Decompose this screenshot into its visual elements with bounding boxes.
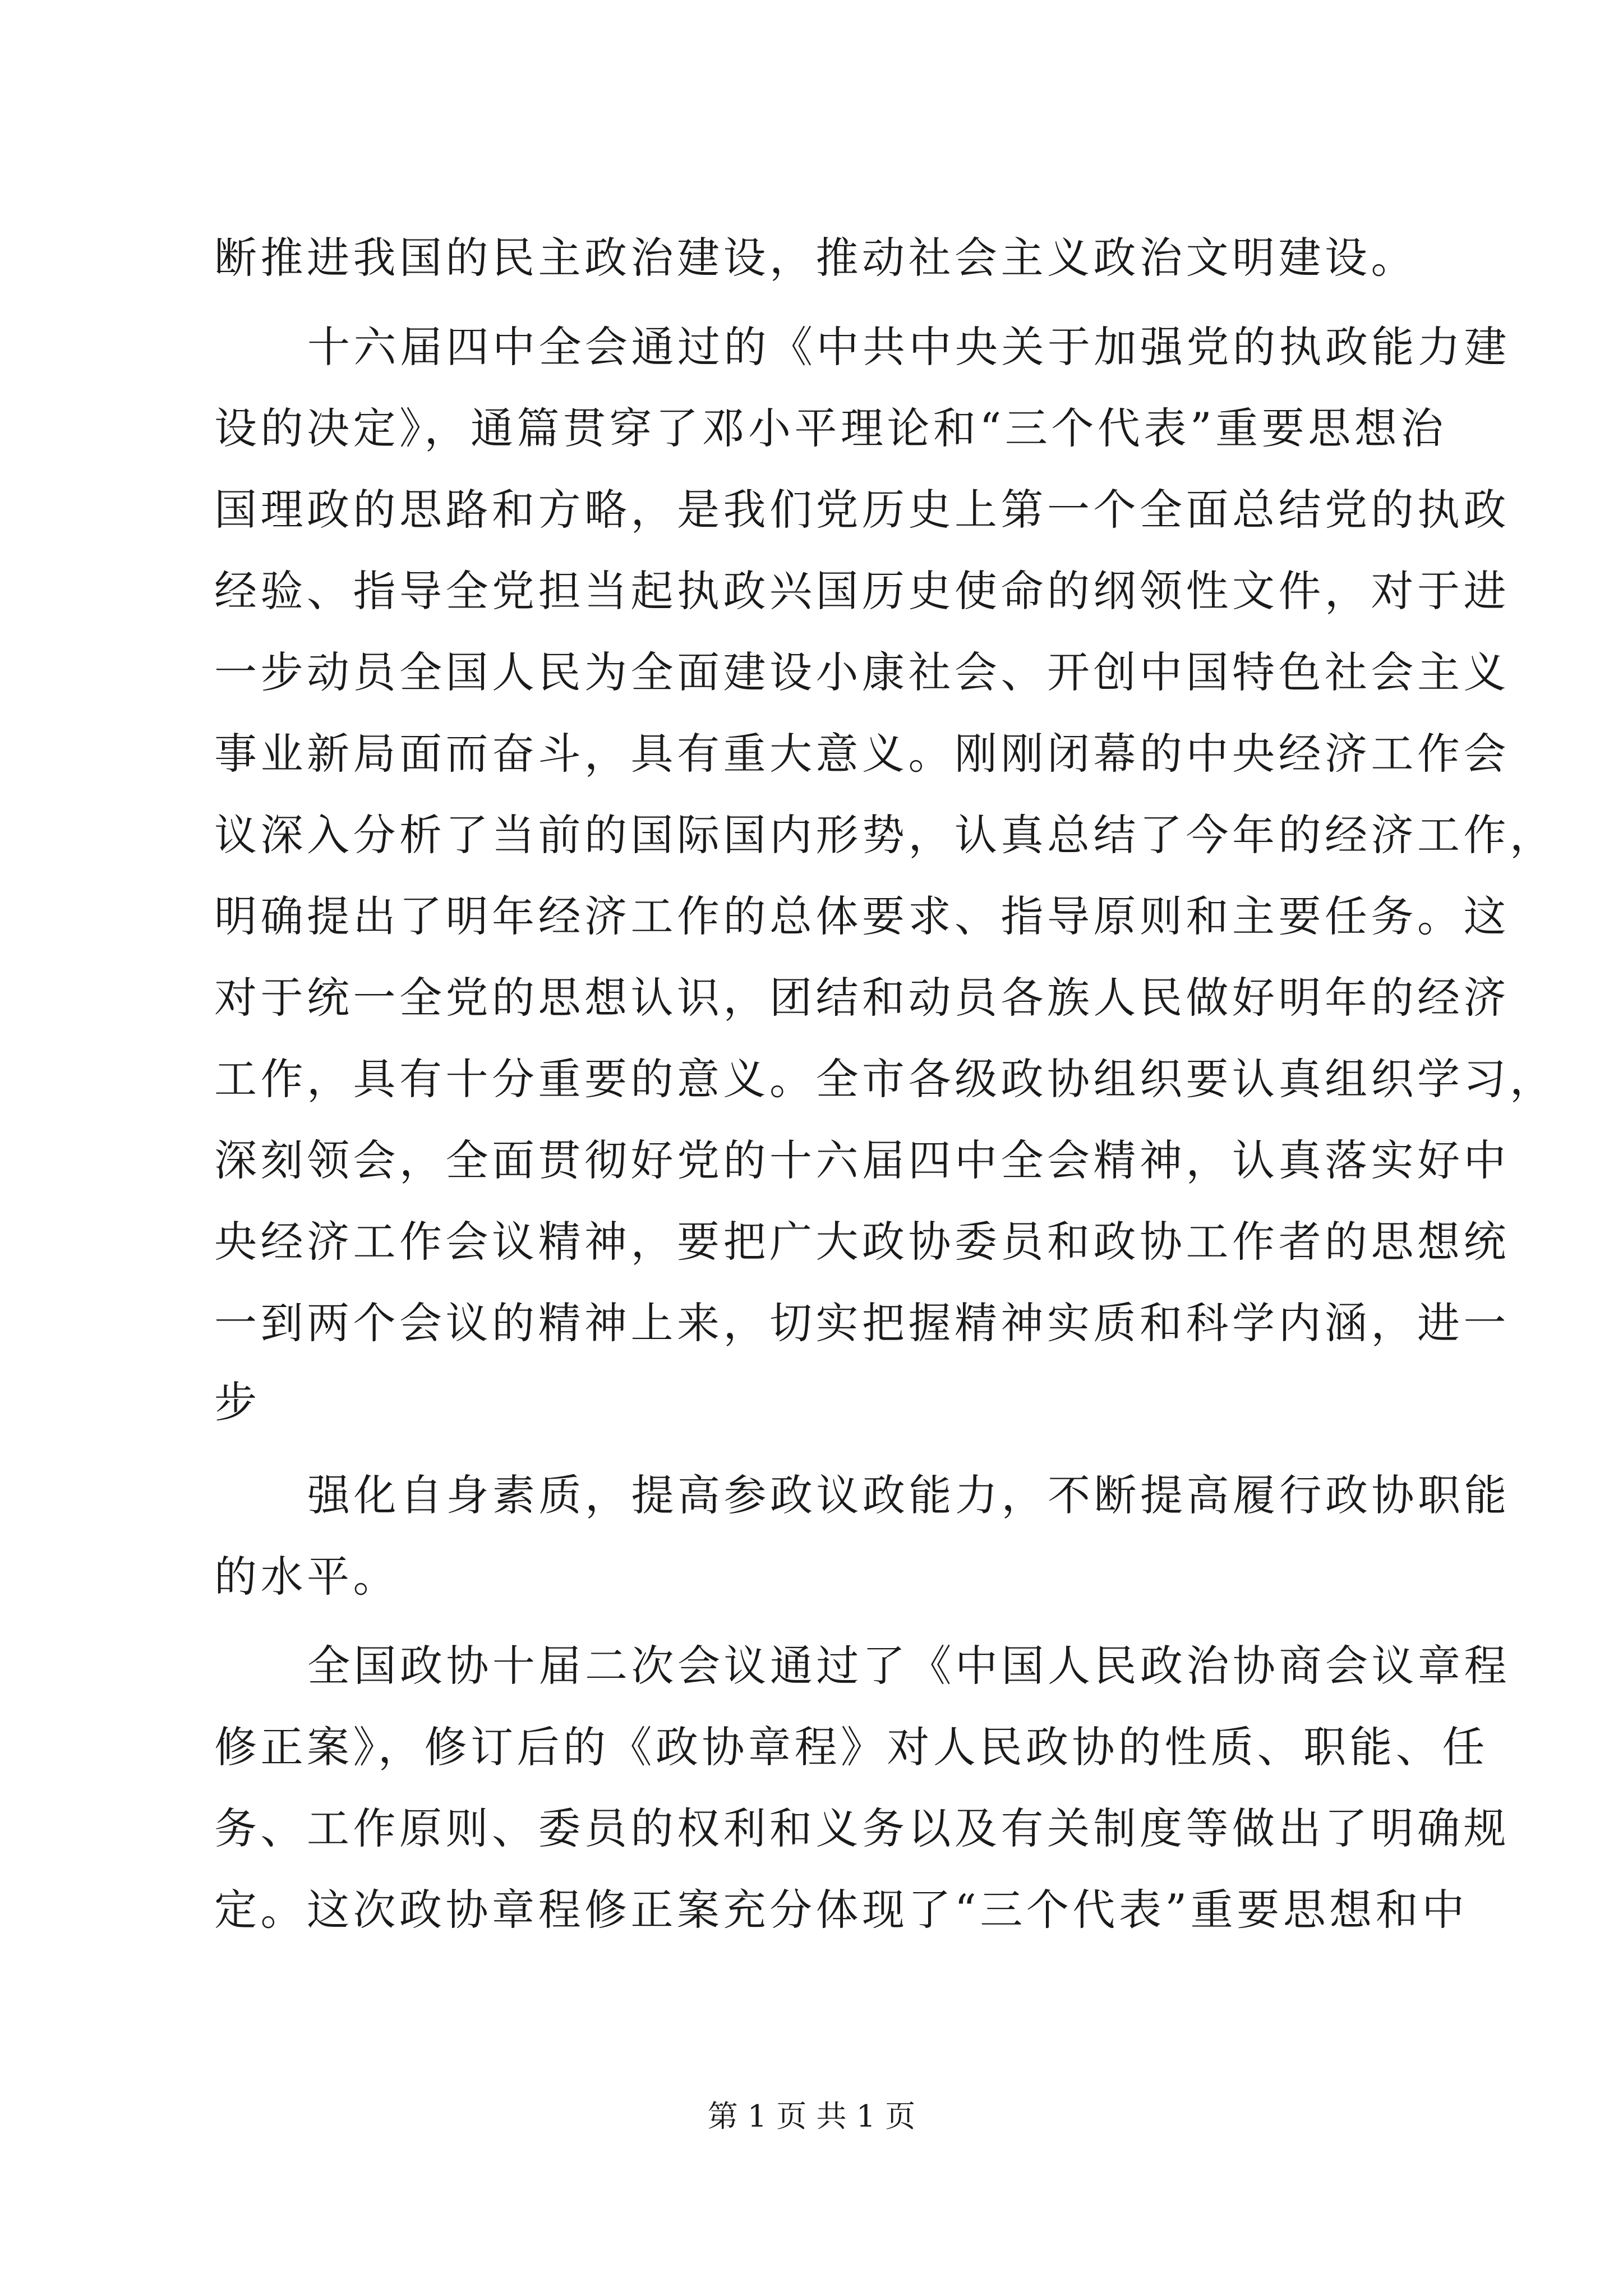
text-line: 国理政的思路和方略，是我们党历史上第一个全面总结党的执政 bbox=[214, 485, 1510, 535]
text-line: 务、工作原则、委员的权利和义务以及有关制度等做出了明确规 bbox=[214, 1803, 1510, 1853]
text-line: 央经济工作会议精神，要把广大政协委员和政协工作者的思想统 bbox=[214, 1217, 1510, 1267]
text-line: 深刻领会，全面贯彻好党的十六届四中全会精神，认真落实好中 bbox=[214, 1135, 1510, 1185]
text-line: 修正案》，修订后的《政协章程》对人民政协的性质、职能、任 bbox=[214, 1722, 1488, 1772]
text-line: 步 bbox=[214, 1377, 261, 1427]
text-line: 工作，具有十分重要的意义。全市各级政协组织要认真组织学习， bbox=[214, 1054, 1556, 1104]
text-line: 的水平。 bbox=[214, 1552, 399, 1602]
text-line: 明确提出了明年经济工作的总体要求、指导原则和主要任务。这 bbox=[214, 891, 1510, 941]
text-line: 定。这次政协章程修正案充分体现了“三个代表”重要思想和中 bbox=[214, 1885, 1468, 1935]
text-line: 对于统一全党的思想认识，团结和动员各族人民做好明年的经济 bbox=[214, 973, 1510, 1023]
text-line: 一步动员全国人民为全面建设小康社会、开创中国特色社会主义 bbox=[214, 647, 1510, 697]
text-line: 设的决定》，通篇贯穿了邓小平理论和“三个代表”重要思想治 bbox=[214, 403, 1447, 453]
text-line: 强化自身素质，提高参政议政能力，不断提高履行政协职能 bbox=[307, 1470, 1510, 1520]
text-line: 议深入分析了当前的国际国内形势，认真总结了今年的经济工作， bbox=[214, 810, 1556, 860]
text-line: 十六届四中全会通过的《中共中央关于加强党的执政能力建 bbox=[307, 322, 1510, 372]
text-line: 一到两个会议的精神上来，切实把握精神实质和科学内涵，进一 bbox=[214, 1298, 1510, 1348]
text-line: 经验、指导全党担当起执政兴国历史使命的纲领性文件，对于进 bbox=[214, 566, 1510, 616]
text-line: 全国政协十届二次会议通过了《中国人民政治协商会议章程 bbox=[307, 1641, 1510, 1691]
text-line: 事业新局面而奋斗，具有重大意义。刚刚闭幕的中央经济工作会 bbox=[214, 729, 1510, 779]
page-number-footer: 第 1 页 共 1 页 bbox=[707, 2099, 916, 2134]
text-line: 断推进我国的民主政治建设，推动社会主义政治文明建设。 bbox=[214, 233, 1417, 283]
